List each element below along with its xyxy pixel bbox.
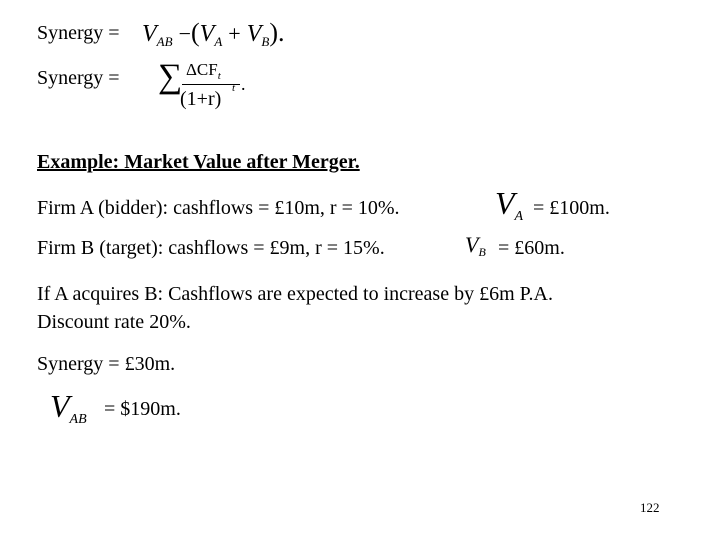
formula1-plus: +: [228, 21, 241, 46]
firm-b-text: Firm B (target): cashflows = £9m, r = 15%.: [37, 237, 385, 259]
firm-b-sub: B: [478, 245, 486, 259]
formula2-numerator-text: ΔCF: [186, 60, 218, 79]
formula1-v: V: [142, 21, 157, 47]
example-heading: Example: Market Value after Merger.: [37, 151, 360, 173]
formula1-close-paren: ).: [269, 18, 285, 47]
synergy-formula-difference: [142, 18, 285, 52]
firm-b-value-symbol: [465, 231, 486, 262]
formula2-exponent: t: [232, 82, 236, 94]
formula1-sub-ab: AB: [156, 34, 173, 49]
formula1-sub-a: A: [214, 34, 223, 49]
formula1-sub-b: B: [261, 34, 270, 49]
firm-b-value: = £60m.: [498, 237, 565, 259]
acquire-line-1: If A acquires B: Cashflows are expected to increase by £6m P.A.: [37, 283, 553, 305]
sigma-symbol: ∑: [158, 58, 183, 95]
firm-a-value-symbol: [495, 186, 523, 228]
formula1-minus: −: [178, 21, 191, 46]
formula1-va: V: [199, 21, 215, 47]
firm-a-text: Firm A (bidder): cashflows = £10m, r = 10%.: [37, 197, 400, 219]
formula2-numerator: [186, 60, 221, 80]
formula2-numerator-sub: t: [217, 70, 221, 82]
vab-v: V: [50, 388, 70, 424]
synergy-formula-discounted: [158, 58, 258, 122]
page-number: 122: [640, 500, 660, 515]
synergy-label-1: Synergy =: [37, 22, 120, 44]
synergy-label-2: Synergy =: [37, 67, 120, 89]
firm-b-v: V: [465, 232, 479, 257]
formula2-denominator: (1+r): [180, 88, 222, 110]
vab-symbol: [50, 388, 87, 432]
synergy-result: Synergy = £30m.: [37, 353, 176, 375]
firm-a-value: = £100m.: [533, 197, 610, 219]
vab-value: = $190m.: [104, 398, 181, 420]
formula1-vb: V: [246, 21, 262, 47]
firm-a-sub: A: [514, 209, 524, 224]
acquire-line-2: Discount rate 20%.: [37, 311, 191, 333]
formula1-open-paren: (: [190, 18, 200, 47]
formula2-period: .: [241, 74, 246, 94]
vab-sub: AB: [69, 412, 87, 427]
firm-a-v: V: [495, 185, 515, 221]
